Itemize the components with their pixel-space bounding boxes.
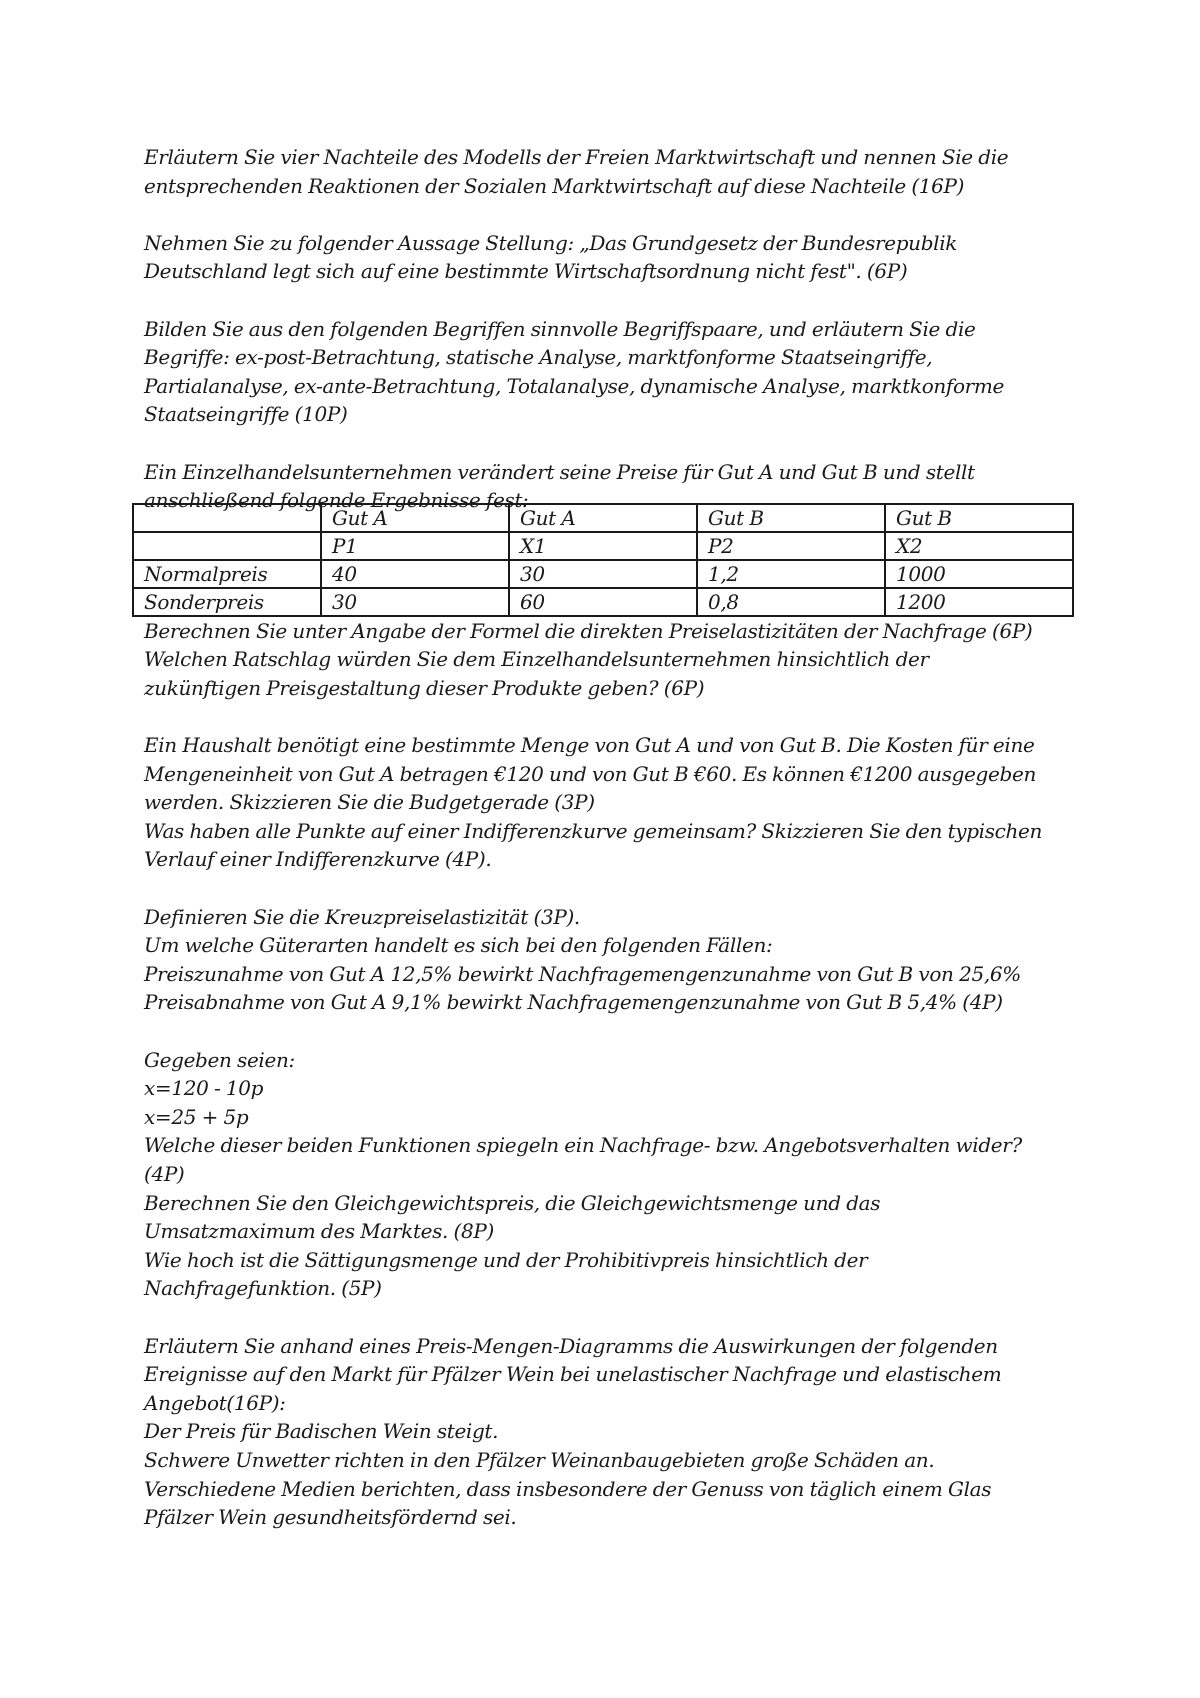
task-8-line: Pfälzer Wein gesundheitsfördernd sei. <box>144 1505 517 1530</box>
table-header-row <box>133 504 1073 532</box>
table-cell: Gut B <box>697 504 885 532</box>
task-7-line: Nachfragefunktion. (5P) <box>144 1276 382 1301</box>
table-cell: X2 <box>885 532 1073 560</box>
table-cell: 30 <box>321 588 509 616</box>
task-6-line: Um welche Güterarten handelt es sich bei den folgenden Fällen: <box>144 933 773 958</box>
task-4 <box>144 458 1074 703</box>
task-4-question-line: Welchen Ratschlag würden Sie dem Einzelhandelsunternehmen hinsichtlich der <box>144 647 929 672</box>
table-cell: Normalpreis <box>133 560 321 588</box>
task-6-line: Definieren Sie die Kreuzpreiselastizität (3P). <box>144 904 580 929</box>
table-cell: 60 <box>509 588 697 616</box>
table-row <box>133 560 1073 588</box>
table-cell <box>133 504 321 532</box>
table-cell: Sonderpreis <box>133 588 321 616</box>
task-8-line: Verschiedene Medien berichten, dass insbesondere der Genuss von täglich einem Glas <box>144 1476 992 1501</box>
task-8-line: Der Preis für Badischen Wein steigt. <box>144 1419 499 1444</box>
task-2-line: Deutschland legt sich auf eine bestimmte Wirtschaftsordnung nicht fest". (6P) <box>144 259 908 284</box>
task-4-intro-line: anschließend folgende Ergebnisse fest: <box>144 488 529 513</box>
task-2-line: Nehmen Sie zu folgender Aussage Stellung: „Das Grundgesetz der Bundesrepublik <box>144 230 958 255</box>
task-1-line: entsprechenden Reaktionen der Sozialen Marktwirtschaft auf diese Nachteile (16P) <box>144 173 965 198</box>
task-4-question-line: Berechnen Sie unter Angabe der Formel die direkten Preiselastizitäten der Nachfrage (6P) <box>144 618 1033 643</box>
task-6 <box>144 903 1074 1017</box>
table-cell: 30 <box>509 560 697 588</box>
table-cell: 1200 <box>885 588 1073 616</box>
task-5 <box>144 731 1074 874</box>
task-8-line: Schwere Unwetter richten in den Pfälzer Weinanbaugebieten große Schäden an. <box>144 1447 935 1472</box>
task-8-line: Ereignisse auf den Markt für Pfälzer Wein bei unelastischer Nachfrage und elastischem <box>144 1362 1002 1387</box>
task-7-line: x=25 + 5p <box>144 1104 249 1129</box>
task-6-line: Preiszunahme von Gut A 12,5% bewirkt Nachfragemengenzunahme von Gut B von 25,6% <box>144 961 1021 986</box>
table-row <box>133 588 1073 616</box>
task-2 <box>144 229 1074 286</box>
task-7-line: Welche dieser beiden Funktionen spiegeln ein Nachfrage- bzw. Angebotsverhalten wider? <box>144 1133 1022 1158</box>
task-8 <box>144 1332 1074 1532</box>
task-7-line: x=120 - 10p <box>144 1076 264 1101</box>
task-4-question-line: zukünftigen Preisgestaltung dieser Produkte geben? (6P) <box>144 675 705 700</box>
task-3-line: Staatseingriffe (10P) <box>144 402 348 427</box>
task-7-line: (4P) <box>144 1162 185 1186</box>
task-3-line: Partialanalyse, ex-ante-Betrachtung, Totalanalyse, dynamische Analyse, marktkonforme <box>144 373 1004 398</box>
table-cell: Gut A <box>321 504 509 532</box>
task-3 <box>144 315 1074 429</box>
task-6-line: Preisabnahme von Gut A 9,1% bewirkt Nachfragemengenzunahme von Gut B 5,4% (4P) <box>144 990 1003 1015</box>
table-cell <box>133 532 321 560</box>
task-7-line: Umsatzmaximum des Marktes. (8P) <box>144 1219 494 1244</box>
task-4-intro-line: Ein Einzelhandelsunternehmen verändert seine Preise für Gut A und Gut B und stellt <box>144 459 975 484</box>
task-3-line: Begriffe: ex-post-Betrachtung, statische Analyse, marktfonforme Staatseingriffe, <box>144 345 933 370</box>
task-7-line: Wie hoch ist die Sättigungsmenge und der Prohibitivpreis hinsichtlich der <box>144 1247 868 1272</box>
task-5-line: werden. Skizzieren Sie die Budgetgerade (3P) <box>144 790 595 815</box>
task-5-line: Was haben alle Punkte auf einer Indifferenzkurve gemeinsam? Skizzieren Sie den typischen <box>144 818 1043 843</box>
results-table <box>132 503 1074 617</box>
task-7-line: Berechnen Sie den Gleichgewichtspreis, die Gleichgewichtsmenge und das <box>144 1190 881 1215</box>
task-5-line: Mengeneinheit von Gut A betragen €120 und von Gut B €60. Es können €1200 ausgegeben <box>144 761 1036 786</box>
table-header-row <box>133 532 1073 560</box>
table-cell: 1,2 <box>697 560 885 588</box>
task-7-line: Gegeben seien: <box>144 1047 295 1072</box>
task-3-line: Bilden Sie aus den folgenden Begriffen sinnvolle Begriffspaare, und erläutern Sie die <box>144 316 976 341</box>
task-8-line: Erläutern Sie anhand eines Preis-Mengen-Diagramms die Auswirkungen der folgenden <box>144 1333 998 1358</box>
table-cell: P2 <box>697 532 885 560</box>
table-cell: 40 <box>321 560 509 588</box>
table-cell: Gut A <box>509 504 697 532</box>
task-7 <box>144 1046 1074 1303</box>
table-cell: Gut B <box>885 504 1073 532</box>
task-1 <box>144 143 1074 200</box>
table-cell: P1 <box>321 532 509 560</box>
document-content <box>144 143 1074 1532</box>
task-8-line: Angebot(16P): <box>144 1390 286 1415</box>
table-cell: 0,8 <box>697 588 885 616</box>
task-5-line: Ein Haushalt benötigt eine bestimmte Menge von Gut A und von Gut B. Die Kosten für eine <box>144 733 1035 758</box>
table-cell: X1 <box>509 532 697 560</box>
task-5-line: Verlauf einer Indifferenzkurve (4P). <box>144 847 492 872</box>
task-1-line: Erläutern Sie vier Nachteile des Modells der Freien Marktwirtschaft und nennen Sie die <box>144 145 1009 169</box>
table-cell: 1000 <box>885 560 1073 588</box>
